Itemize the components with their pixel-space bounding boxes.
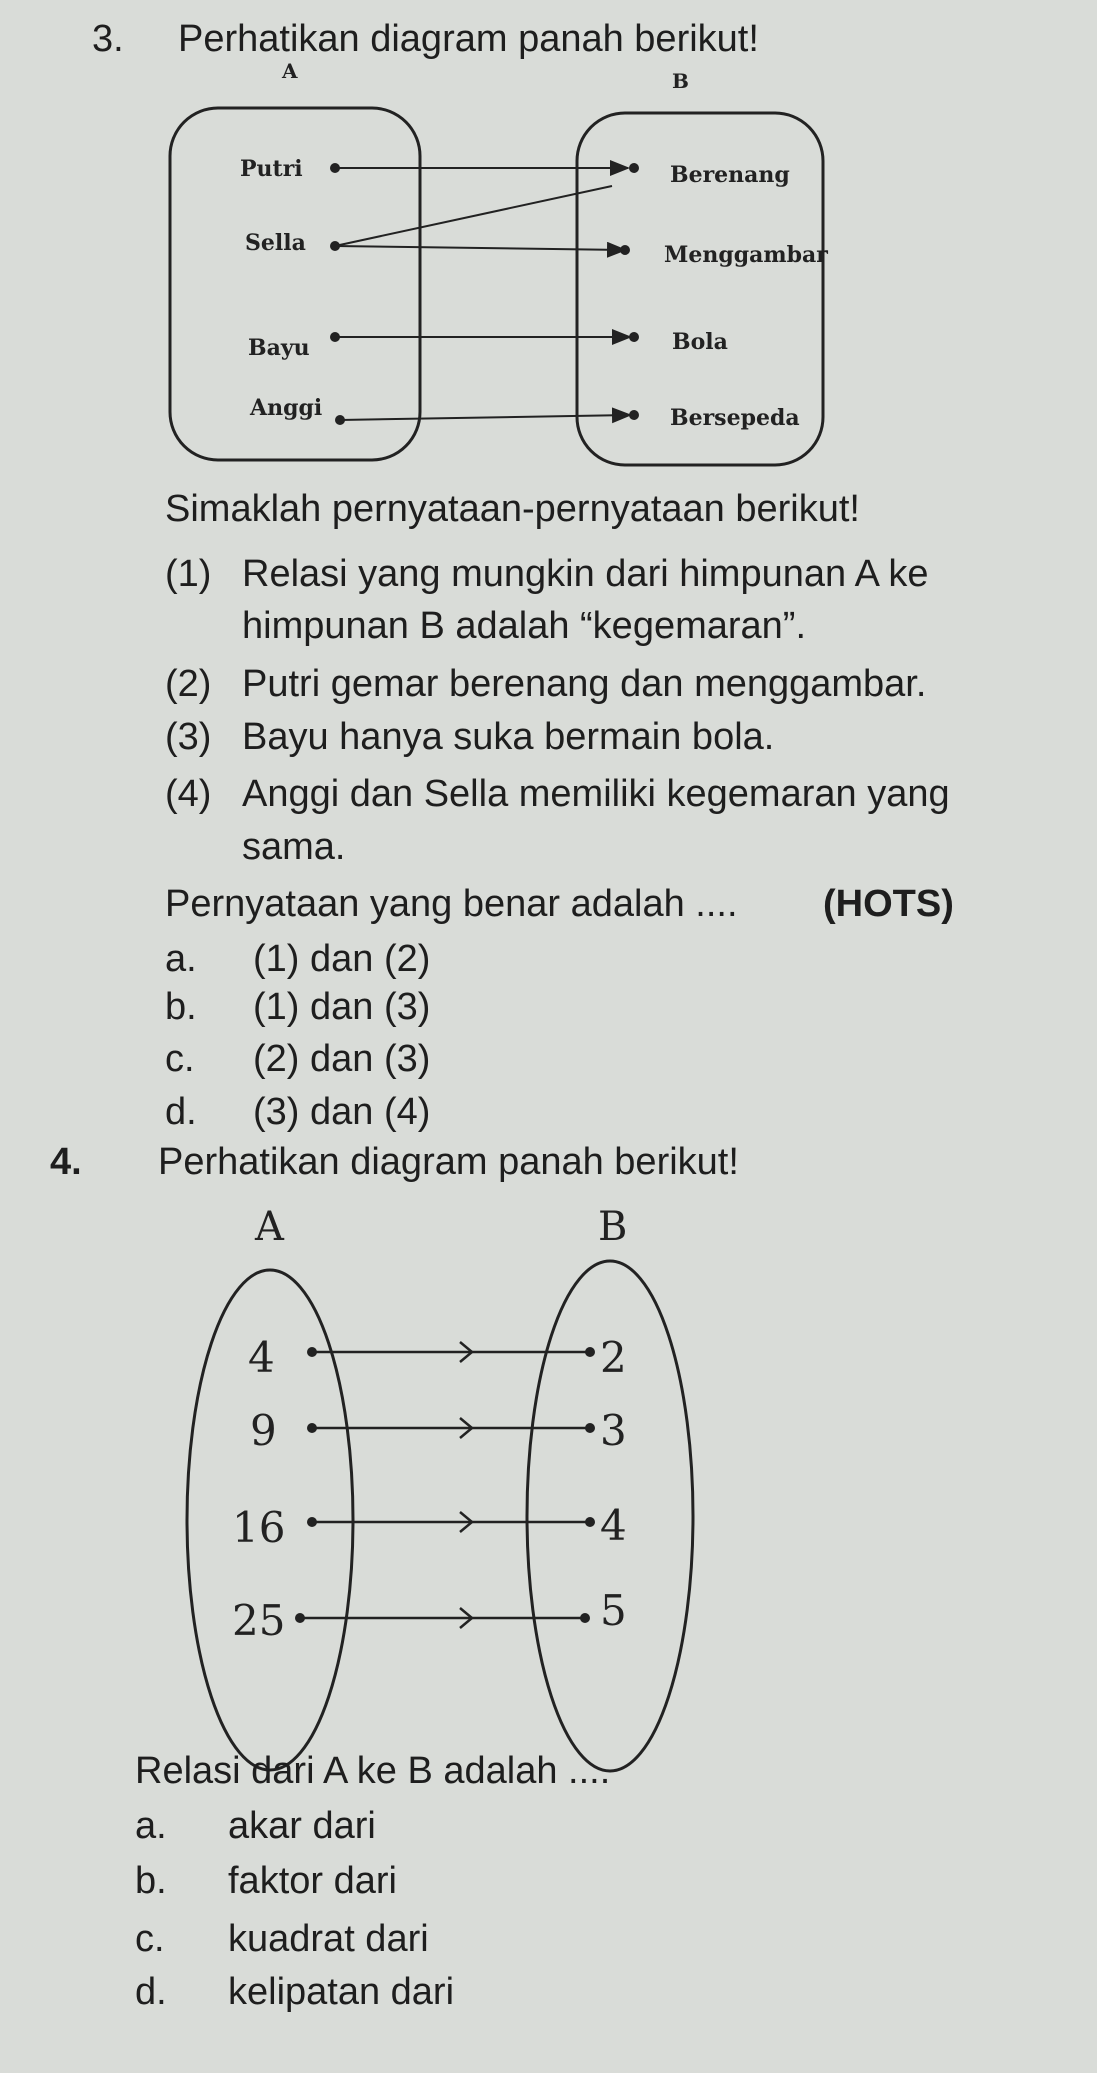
q3-codomain-item: Bola bbox=[672, 329, 728, 355]
q4-codomain-item: 3 bbox=[600, 1406, 627, 1455]
q3-domain-item: Sella bbox=[245, 230, 306, 256]
q3-statement-num: (3) bbox=[165, 716, 212, 758]
q3-set-a-label: A bbox=[282, 59, 298, 83]
q3-question: Pernyataan yang benar adalah .... bbox=[165, 883, 738, 925]
q4-domain-item: 9 bbox=[250, 1406, 277, 1455]
q3-prompt: Simaklah pernyataan-pernyataan berikut! bbox=[165, 488, 860, 530]
q4-option-text: faktor dari bbox=[228, 1860, 397, 1902]
q4-codomain-item: 4 bbox=[600, 1501, 627, 1550]
q4-option-text: kelipatan dari bbox=[228, 1971, 455, 2013]
q3-option-letter: d. bbox=[165, 1091, 197, 1133]
q3-number: 3. bbox=[92, 18, 124, 60]
q4-domain-item: 4 bbox=[248, 1333, 275, 1382]
q3-codomain-item: Bersepeda bbox=[670, 405, 800, 431]
q3-option-text: (1) dan (3) bbox=[253, 986, 431, 1028]
q3-statement-text: Anggi dan Sella memiliki kegemaran yang bbox=[242, 773, 950, 815]
q4-option-letter: a. bbox=[135, 1805, 167, 1847]
q4-domain-item: 16 bbox=[232, 1503, 286, 1552]
q3-set-b-label: B bbox=[672, 69, 689, 93]
q4-codomain-item: 5 bbox=[600, 1586, 627, 1635]
q4-set-b-label: B bbox=[598, 1204, 628, 1250]
q3-option-letter: a. bbox=[165, 938, 197, 980]
q4-number: 4. bbox=[50, 1141, 82, 1183]
q4-option-text: akar dari bbox=[228, 1805, 376, 1847]
q3-domain-item: Bayu bbox=[248, 335, 310, 361]
q3-statement-text-cont: himpunan B adalah “kegemaran”. bbox=[242, 605, 807, 647]
q3-statement-num: (2) bbox=[165, 663, 212, 705]
q3-codomain-item: Berenang bbox=[670, 162, 790, 188]
q4-option-letter: d. bbox=[135, 1971, 167, 2013]
q3-hots-tag: (HOTS) bbox=[823, 883, 954, 925]
q4-instruction: Perhatikan diagram panah berikut! bbox=[158, 1141, 739, 1183]
q3-instruction: Perhatikan diagram panah berikut! bbox=[178, 18, 759, 60]
q4-option-letter: b. bbox=[135, 1860, 167, 1902]
q3-domain-item: Putri bbox=[240, 156, 303, 182]
q3-statement-text: Relasi yang mungkin dari himpunan A ke bbox=[242, 553, 929, 595]
q4-option-text: kuadrat dari bbox=[228, 1918, 429, 1960]
q3-statement-text: Putri gemar berenang dan menggambar. bbox=[242, 663, 927, 705]
q3-option-letter: b. bbox=[165, 986, 197, 1028]
q4-question: Relasi dari A ke B adalah .... bbox=[135, 1750, 611, 1792]
q3-statement-num: (4) bbox=[165, 773, 212, 815]
q4-codomain-item: 2 bbox=[600, 1333, 627, 1382]
q3-option-letter: c. bbox=[165, 1038, 195, 1080]
q3-statement-text: Bayu hanya suka bermain bola. bbox=[242, 716, 775, 758]
q3-statement-text-cont: sama. bbox=[242, 826, 346, 868]
q3-option-text: (2) dan (3) bbox=[253, 1038, 431, 1080]
q3-codomain-item: Menggambar bbox=[664, 242, 828, 268]
q4-option-letter: c. bbox=[135, 1918, 165, 1960]
q4-arrows bbox=[300, 1342, 590, 1628]
q3-option-text: (1) dan (2) bbox=[253, 938, 431, 980]
q4-set-a-label: A bbox=[255, 1204, 284, 1250]
q3-domain-item: Anggi bbox=[250, 395, 323, 421]
q3-statement-num: (1) bbox=[165, 553, 212, 595]
q3-option-text: (3) dan (4) bbox=[253, 1091, 431, 1133]
q4-domain-item: 25 bbox=[232, 1596, 286, 1645]
